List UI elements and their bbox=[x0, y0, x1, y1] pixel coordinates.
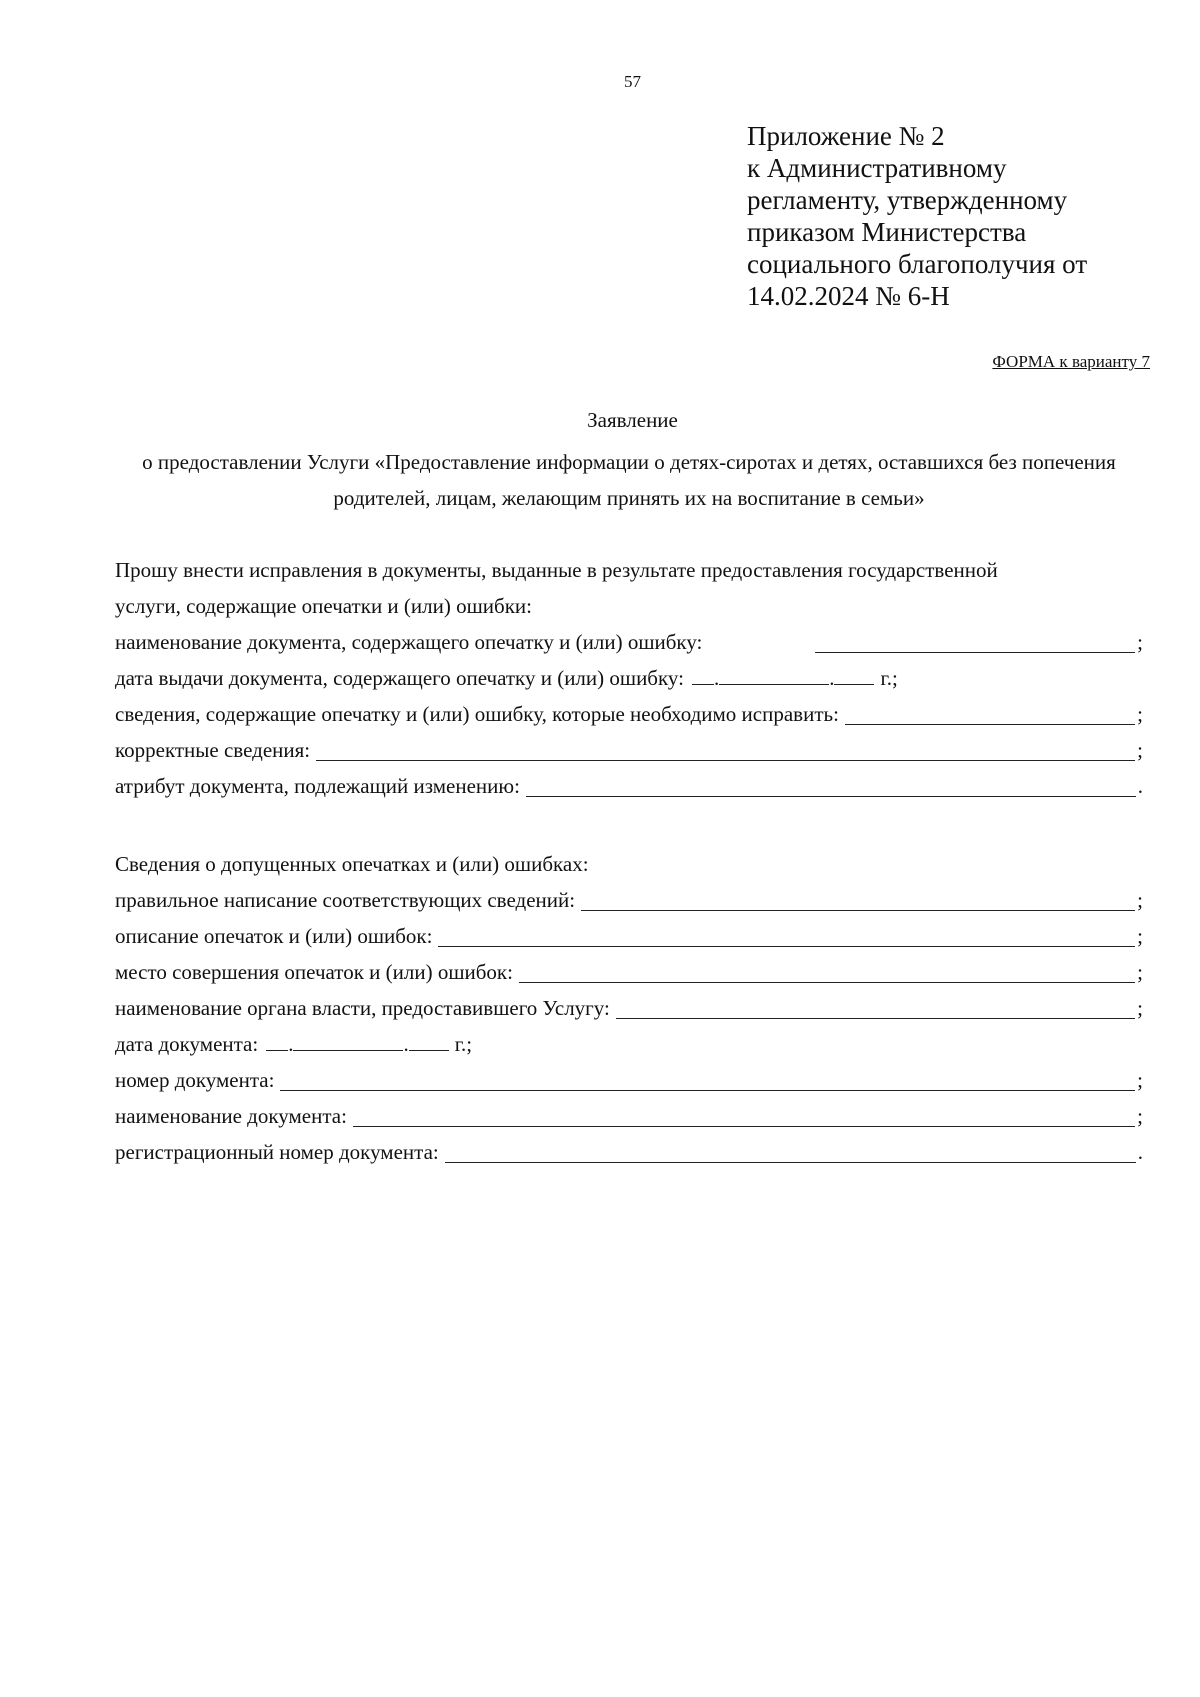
appendix-line: 14.02.2024 № 6-Н bbox=[747, 281, 950, 311]
attribute-blank[interactable] bbox=[526, 772, 1136, 797]
document-subtitle: о предоставлении Услуги «Предоставление информации о детях-сиротах и детях, оставшихся без попечения родителей, лицам, желающим принять их на воспитание в семьи» bbox=[142, 450, 1116, 510]
field-attribute: атрибут документа, подлежащий изменению: . bbox=[115, 768, 1143, 804]
info-to-fix-blank[interactable] bbox=[845, 700, 1135, 725]
intro-line: услуги, содержащие опечатки и (или) ошибки: bbox=[115, 594, 532, 618]
field-label: дата документа: bbox=[115, 1032, 259, 1056]
field-label: атрибут документа, подлежащий изменению: bbox=[115, 774, 520, 798]
intro-line: Прошу внести исправления в документы, выданные в результате предоставления государственной bbox=[115, 558, 998, 582]
field-label: номер документа: bbox=[115, 1068, 275, 1092]
registration-number-blank[interactable] bbox=[445, 1138, 1136, 1163]
field-label: наименование органа власти, предоставившего Услугу: bbox=[115, 996, 610, 1020]
issue-date-blank[interactable]: . . г.; bbox=[684, 660, 898, 696]
document-title-blank[interactable] bbox=[353, 1102, 1135, 1127]
field-document-number: номер документа: ; bbox=[115, 1062, 1143, 1098]
field-label: наименование документа, содержащего опечатку и (или) ошибку: bbox=[115, 630, 703, 654]
field-label: место совершения опечаток и (или) ошибок: bbox=[115, 960, 513, 984]
field-description: описание опечаток и (или) ошибок: ; bbox=[115, 918, 1143, 954]
field-place: место совершения опечаток и (или) ошибок: ; bbox=[115, 954, 1143, 990]
field-label: дата выдачи документа, содержащего опечатку и (или) ошибку: bbox=[115, 666, 684, 690]
field-document-title: наименование документа: ; bbox=[115, 1098, 1143, 1134]
appendix-line: к Административному bbox=[747, 153, 1007, 183]
appendix-note bbox=[747, 120, 1167, 312]
form-variant-label: ФОРМА к варианту 7 bbox=[992, 352, 1150, 371]
appendix-line: приказом Министерства bbox=[747, 217, 1027, 247]
appendix-line: регламенту, утвержденному bbox=[747, 185, 1068, 215]
field-label: сведения, содержащие опечатку и (или) ошибку, которые необходимо исправить: bbox=[115, 702, 839, 726]
appendix-line: социального благополучия от bbox=[747, 249, 1088, 279]
appendix-line: Приложение № 2 bbox=[747, 121, 945, 151]
errors-details-section bbox=[115, 846, 1143, 1170]
document-date-blank[interactable]: . . г.; bbox=[258, 1026, 472, 1062]
field-label: правильное написание соответствующих сведений: bbox=[115, 888, 576, 912]
section-heading: Сведения о допущенных опечатках и (или) ошибках: bbox=[115, 852, 589, 876]
description-blank[interactable] bbox=[438, 922, 1135, 947]
field-authority: наименование органа власти, предоставившего Услугу: ; bbox=[115, 990, 1143, 1026]
authority-blank[interactable] bbox=[616, 994, 1135, 1019]
field-document-name: наименование документа, содержащего опечатку и (или) ошибку: ; bbox=[115, 624, 1143, 660]
document-number-blank[interactable] bbox=[280, 1066, 1135, 1091]
field-spelling: правильное написание соответствующих сведений: ; bbox=[115, 882, 1143, 918]
field-label: регистрационный номер документа: bbox=[115, 1140, 439, 1164]
field-issue-date bbox=[115, 660, 1143, 696]
field-label: наименование документа: bbox=[115, 1104, 347, 1128]
field-correct-info: корректные сведения: ; bbox=[115, 732, 1143, 768]
field-registration-number: регистрационный номер документа: . bbox=[115, 1134, 1143, 1170]
field-label: описание опечаток и (или) ошибок: bbox=[115, 924, 433, 948]
correct-info-blank[interactable] bbox=[316, 736, 1135, 761]
field-document-date bbox=[115, 1026, 1143, 1062]
place-blank[interactable] bbox=[519, 958, 1135, 983]
field-label: корректные сведения: bbox=[115, 738, 311, 762]
field-info-to-fix: сведения, содержащие опечатку и (или) ошибку, которые необходимо исправить: ; bbox=[115, 696, 1143, 732]
document-name-blank[interactable] bbox=[815, 628, 1135, 653]
page-number: 57 bbox=[624, 72, 641, 91]
document-title: Заявление bbox=[587, 408, 678, 432]
spelling-blank[interactable] bbox=[581, 886, 1135, 911]
correction-request-section bbox=[115, 552, 1143, 804]
